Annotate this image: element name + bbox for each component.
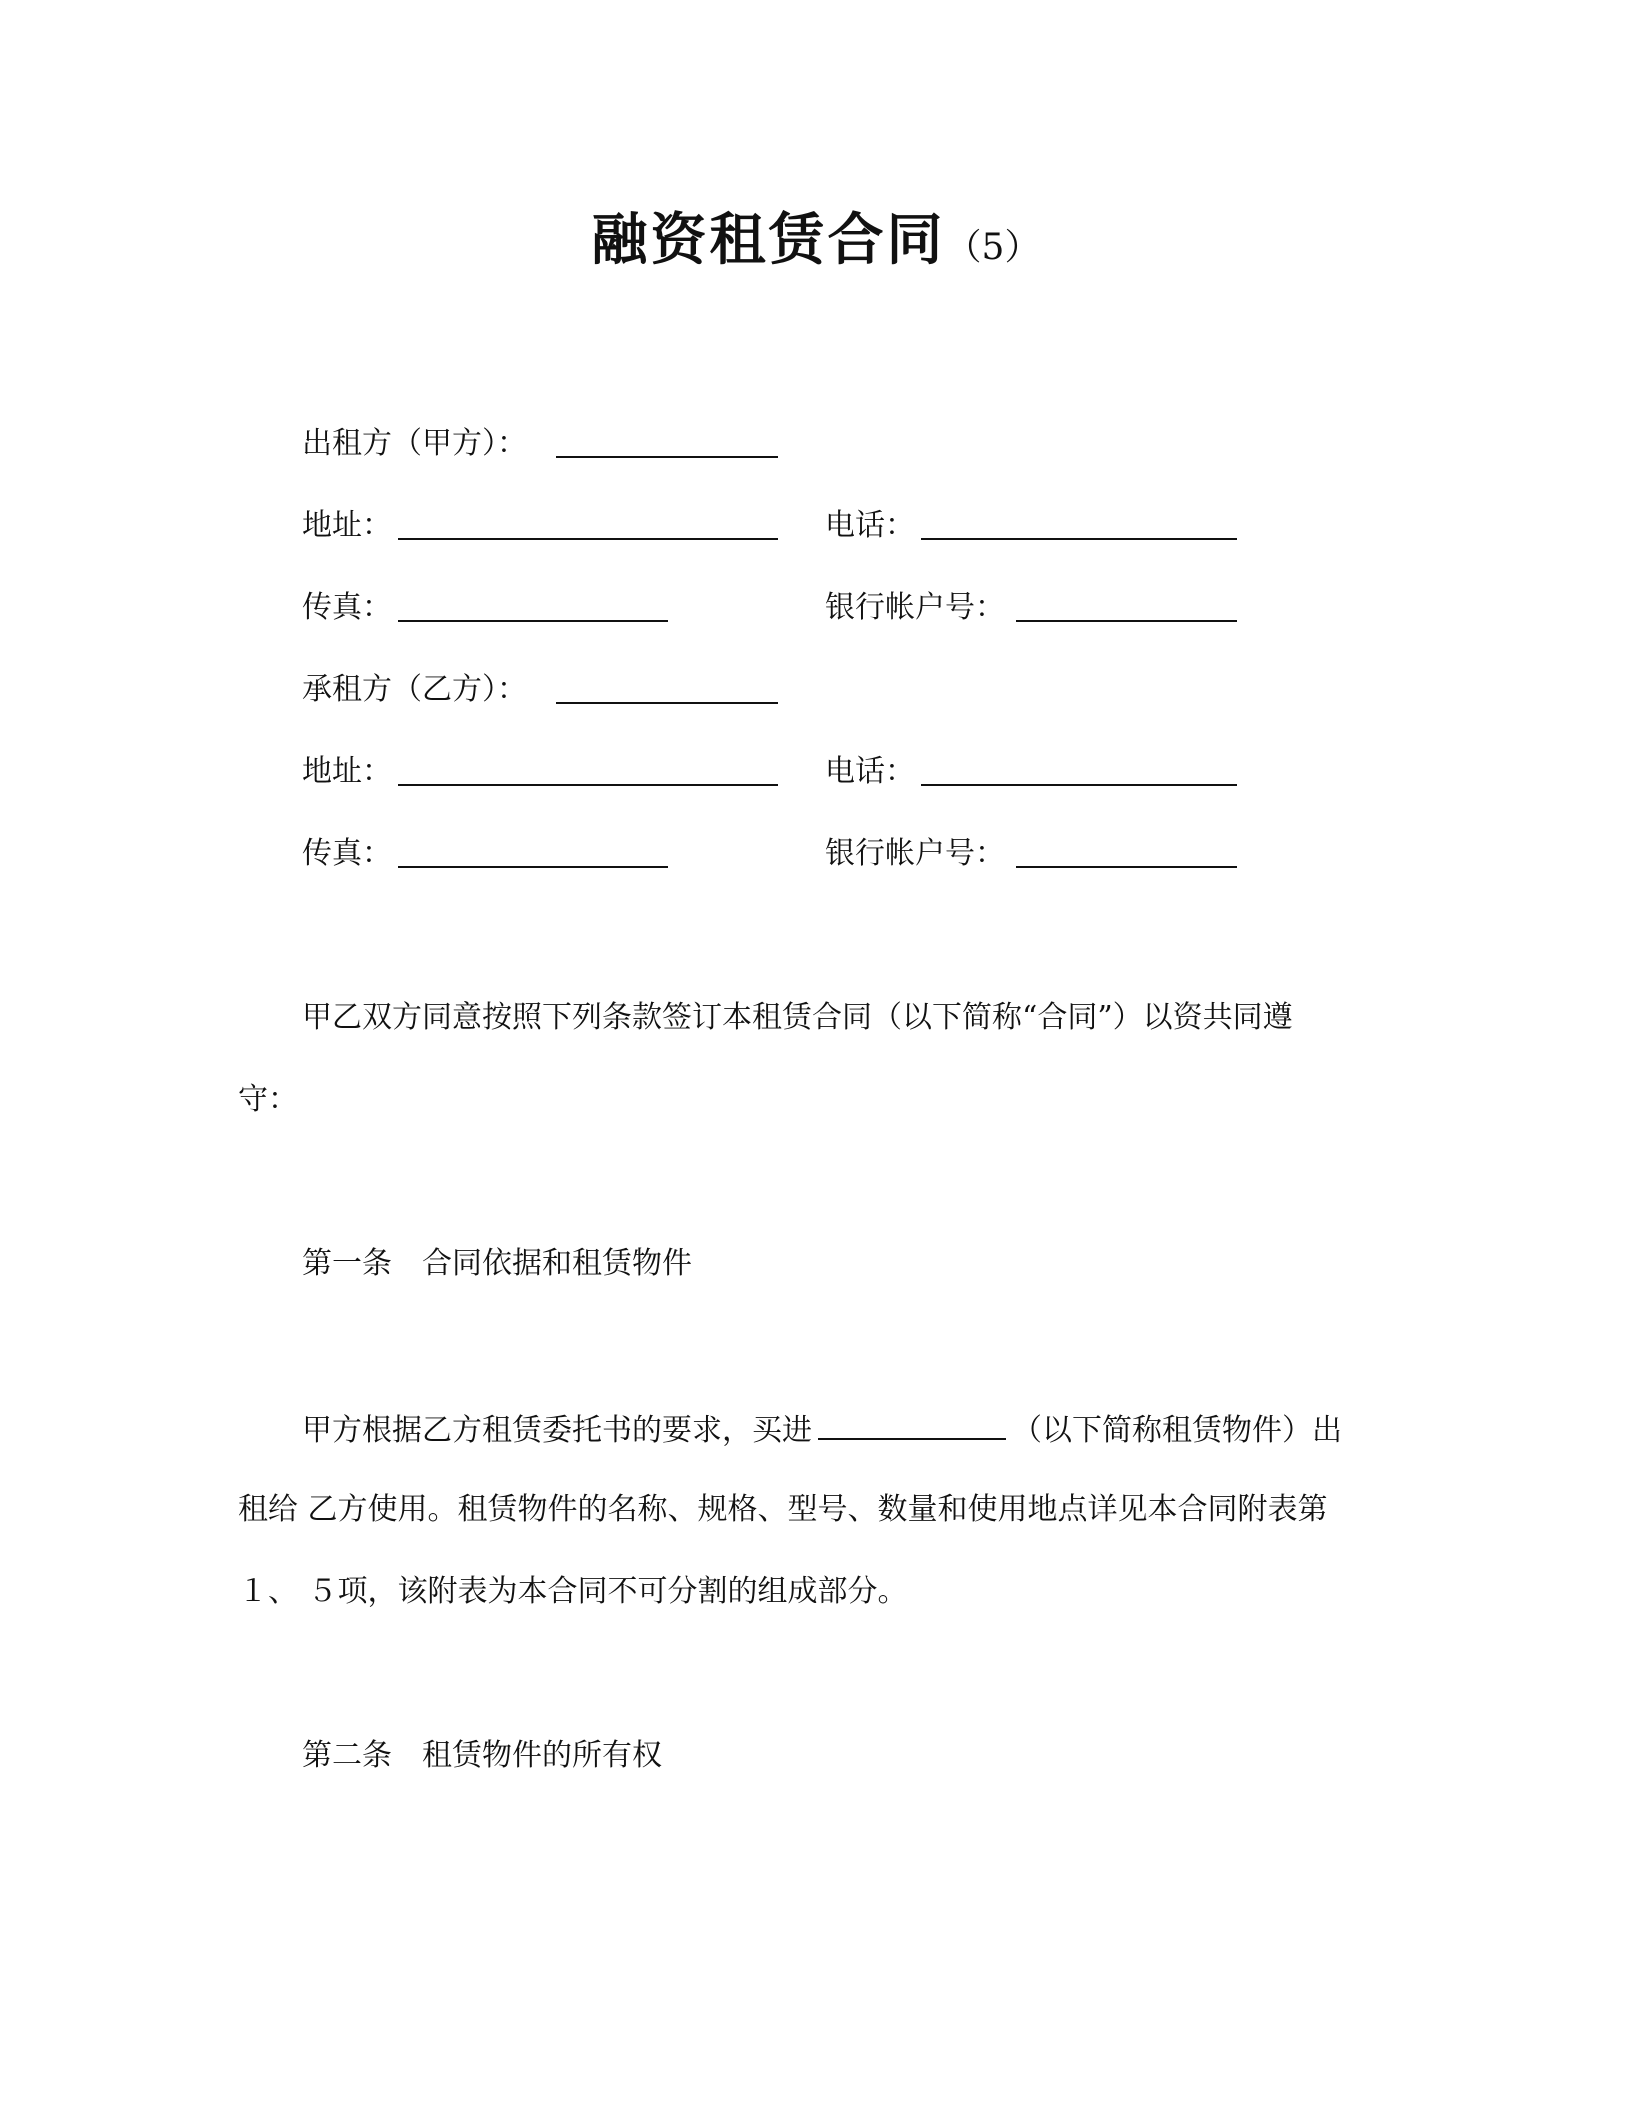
article-2-heading: 第二条 租赁物件的所有权	[302, 1738, 662, 1773]
lessee-address-field[interactable]	[398, 784, 778, 786]
lessor-party-label: 出租方（甲方）：	[302, 426, 527, 461]
lessor-phone-field[interactable]	[921, 538, 1237, 540]
lessee-bank-label: 银行帐户号：	[825, 836, 1005, 871]
article-1-para-line-2: 租给 乙方使用。租赁物件的名称、规格、型号、数量和使用地点详见本合同附表第	[238, 1492, 1328, 1527]
document-title	[0, 196, 1632, 276]
article-1-para-text-b: （以下简称租赁物件）出	[1012, 1413, 1342, 1448]
title-suffix: （5）	[945, 227, 1041, 268]
title-main: 融资租赁合同	[591, 208, 946, 273]
lessee-bank-field[interactable]	[1016, 866, 1237, 868]
article-1-para-line-3: １、 ５项，该附表为本合同不可分割的组成部分。	[238, 1574, 908, 1609]
lessee-address-label: 地址：	[302, 754, 392, 789]
lessee-name-field[interactable]	[556, 702, 778, 704]
lessee-phone-label: 电话：	[825, 754, 915, 789]
article-1-para-text-a: 甲方根据乙方租赁委托书的要求，买进	[302, 1413, 812, 1448]
lessee-phone-field[interactable]	[921, 784, 1237, 786]
lessor-name-field[interactable]	[556, 456, 778, 458]
lessor-phone-label: 电话：	[825, 508, 915, 543]
lessor-address-field[interactable]	[398, 538, 778, 540]
lessee-party-label: 承租方（乙方）：	[302, 672, 527, 707]
lessor-fax-label: 传真：	[302, 590, 392, 625]
article-1-heading: 第一条 合同依据和租赁物件	[302, 1246, 692, 1281]
lessor-bank-field[interactable]	[1016, 620, 1237, 622]
intro-line-2: 守：	[238, 1082, 298, 1117]
lessor-address-label: 地址：	[302, 508, 392, 543]
lessor-bank-label: 银行帐户号：	[825, 590, 1005, 625]
lessor-fax-field[interactable]	[398, 620, 668, 622]
intro-line-1: 甲乙双方同意按照下列条款签订本租赁合同（以下简称“合同”）以资共同遵	[302, 1000, 1293, 1035]
leased-item-field[interactable]	[818, 1408, 1006, 1440]
article-1-para-line-1	[302, 1408, 1342, 1451]
lessee-fax-label: 传真：	[302, 836, 392, 871]
lessee-fax-field[interactable]	[398, 866, 668, 868]
